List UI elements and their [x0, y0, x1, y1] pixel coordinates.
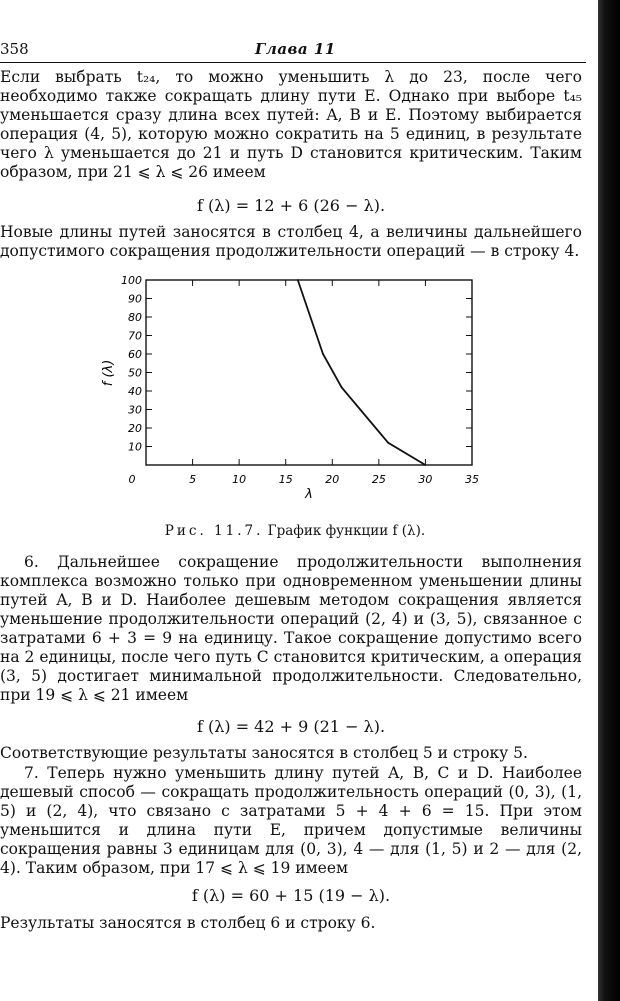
- paragraph-3: [0, 553, 582, 705]
- y-tick-label: 10: [128, 440, 142, 454]
- y-tick-label: 40: [128, 385, 142, 398]
- y-tick-label: 50: [128, 366, 142, 380]
- paragraph-5: [0, 764, 582, 878]
- x-tick-label: 0: [128, 473, 136, 486]
- header-rule: [0, 62, 586, 63]
- x-tick-label: 25: [371, 473, 386, 486]
- paragraph-1: [0, 68, 582, 182]
- x-axis: [129, 280, 480, 486]
- page-number: 358: [0, 40, 29, 58]
- x-tick-label: 5: [189, 473, 197, 486]
- paragraph-6-text: Результаты заносятся в столбец 6 и строку 6.: [0, 914, 376, 932]
- paragraph-4-text: Соответствующие результаты заносятся в столбец 5 и строку 5.: [0, 744, 528, 762]
- y-axis-label: f (λ): [101, 359, 116, 387]
- paragraph-6: [0, 914, 582, 933]
- page-edge-shadow: [598, 0, 620, 1001]
- formula-2: f (λ) = 42 + 9 (21 − λ).: [196, 717, 386, 736]
- series-group: [297, 279, 426, 466]
- data-point: [341, 386, 343, 388]
- running-title: Глава 11: [255, 40, 336, 58]
- paragraph-5-text: 7. Теперь нужно уменьшить длину путей A, B, C и D. Наиболее дешевый способ — сокращать продолжительность операций (0, 3), (1, 5) и (2, 4), что связано с затратами 5 + 4 + 6 = 15. При этом уменьшится и длина пути E, причем допустимые величины сокращения равны 3 единицам для (0, 3), 4 — для (1, 5) и 2 — для (2, 4). Таким образом, при 17 ⩽ λ ⩽ 19 имеем: [0, 764, 582, 877]
- formula-1: f (λ) = 12 + 6 (26 − λ).: [196, 196, 386, 215]
- paragraph-2-text: Новые длины путей заносятся в столбец 4, а величины дальнейшего допустимого сокращения продолжительности операций — в строку 4.: [0, 223, 582, 260]
- paragraph-3-text: 6. Дальнейшее сокращение продолжительности выполнения комплекса возможно только при одновременном уменьшении длины путей A, B и D. Наиболее дешевым методом сокращения является уменьшение продолжительности операций (2, 4) и (3, 5), связанное с затратами 6 + 3 = 9 на единицу. Такое сокращение допустимо всего на 2 единицы, после чего путь C становится критическим, а операция (3, 5) достигает минимальной продолжительности. Следовательно, при 19 ⩽ λ ⩽ 21 имеем: [0, 553, 582, 704]
- caption-text: График функции f (λ).: [267, 523, 426, 539]
- data-point: [425, 464, 427, 466]
- figure-caption: [0, 523, 590, 539]
- y-axis: [121, 274, 472, 454]
- y-tick-label: 90: [128, 292, 142, 306]
- caption-prefix: Рис. 11.7.: [164, 523, 264, 539]
- y-tick-label: 60: [128, 348, 142, 361]
- paragraph-4: [0, 744, 582, 763]
- x-tick-label: 20: [325, 473, 340, 486]
- y-tick-label: 30: [128, 403, 142, 417]
- y-tick-label: 80: [128, 311, 142, 324]
- x-tick-label: 10: [232, 473, 247, 486]
- paragraph-1-text: Если выбрать t₂₄, то можно уменьшить λ до 23, после чего необходимо также сокращать длину пути E. Однако при выборе t₄₅ уменьшается сразу длина всех путей: A, B и E. Поэтому выбирается операция (4, 5), которую можно сократить на 5 единиц, в результате чего λ уменьшается до 21 и путь D становится критическим. Таким образом, при 21 ⩽ λ ⩽ 26 имеем: [0, 68, 582, 181]
- x-tick-label: 15: [278, 473, 293, 486]
- y-tick-label: 20: [128, 422, 142, 435]
- x-tick-label: 30: [418, 473, 433, 486]
- function-chart: [100, 270, 500, 510]
- paragraph-2: [0, 223, 582, 261]
- x-tick-label: 35: [465, 473, 479, 486]
- y-tick-label: 70: [128, 329, 142, 343]
- data-point: [297, 279, 299, 281]
- data-point: [322, 353, 324, 355]
- series-line: [298, 280, 426, 465]
- formula-3: f (λ) = 60 + 15 (19 − λ).: [191, 886, 391, 905]
- data-point: [387, 442, 389, 444]
- plot-frame: [146, 280, 472, 465]
- x-axis-label: λ: [305, 487, 313, 502]
- y-tick-label: 100: [121, 274, 142, 287]
